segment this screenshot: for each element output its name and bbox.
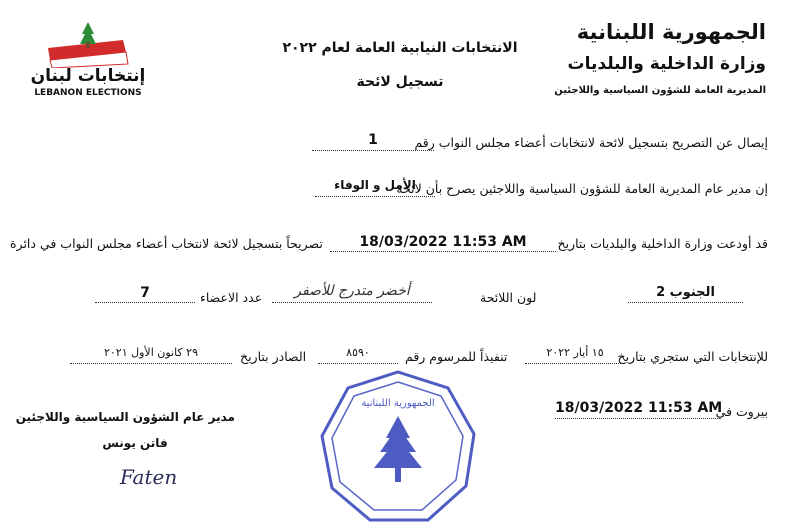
subtitle: تسجيل لائحة: [356, 74, 444, 90]
lebanon-elections-logo: [28, 18, 148, 100]
directorate-title: المديرية العامة للشؤون السياسية واللاجئين: [554, 85, 766, 96]
beirut-date-line: [555, 418, 720, 419]
district: الجنوب 2: [656, 285, 715, 300]
stamp-text: الجمهورية اللبنانية: [361, 398, 435, 409]
deposit-datetime: 18/03/2022 11:53 AM: [359, 234, 527, 250]
receipt-label: إيصال عن التصريح بتسجيل لائحة لانتخابات أعضاء مجلس النواب رقم: [414, 135, 768, 150]
color-label: لون اللائحة: [480, 290, 537, 305]
receipt-number: 1: [368, 132, 378, 148]
beirut-datetime: 18/03/2022 11:53 AM: [555, 400, 723, 416]
official-stamp: [318, 368, 478, 528]
cedar-icon: [374, 416, 422, 482]
members-line: [95, 302, 195, 303]
beirut-label: بيروت في: [715, 404, 768, 419]
election-date-line: [525, 363, 625, 364]
election-title: الانتخابات النيابية العامة لعام ٢٠٢٢: [282, 40, 518, 56]
district-line: [628, 302, 743, 303]
issued-line: [70, 363, 232, 364]
color-line: [272, 302, 432, 303]
receipt-number-line: [312, 150, 434, 151]
republic-title: الجمهورية اللبنانية: [576, 20, 766, 44]
list-color: أخضر متدرج للأصفر: [294, 283, 410, 299]
declaration-label: تصريحاً بتسجيل لائحة لانتخاب أعضاء مجلس النواب في دائرة: [10, 236, 323, 251]
ministry-title: وزارة الداخلية والبلديات: [567, 54, 766, 74]
logo-arabic-text: إنتخابات لبنان: [30, 66, 146, 86]
logo-english-text: LEBANON ELECTIONS: [34, 88, 142, 98]
members-count: 7: [140, 285, 150, 301]
handwritten-signature: Faten: [120, 465, 178, 489]
deposited-label: قد أودعت وزارة الداخلية والبلديات بتاريخ: [557, 236, 768, 251]
list-name: الأمل و الوفاء: [334, 178, 416, 192]
issued-label: الصادر بتاريخ: [240, 349, 307, 364]
members-label: عدد الاعضاء: [200, 290, 263, 305]
declares-label: إن مدير عام المديرية العامة للشؤون السياسية واللاجئين يصرح بأن لائحة: [396, 181, 768, 196]
decree-line: [318, 363, 398, 364]
list-name-line: [315, 196, 435, 197]
signature-name: فاتن يونس: [102, 436, 168, 450]
election-date: ١٥ أيار ٢٠٢٢: [546, 346, 604, 359]
decree-label: تنفيذاً للمرسوم رقم: [405, 349, 508, 364]
signature-title: مدير عام الشؤون السياسية واللاجئين: [15, 410, 235, 424]
decree-number: ٨٥٩٠: [346, 346, 370, 359]
elections-label: للإنتخابات التي ستجري بتاريخ: [617, 349, 768, 364]
deposit-date-line: [330, 251, 556, 252]
ballot-flag-icon: [28, 18, 148, 68]
issued-date: ٢٩ كانون الأول ٢٠٢١: [103, 346, 198, 359]
